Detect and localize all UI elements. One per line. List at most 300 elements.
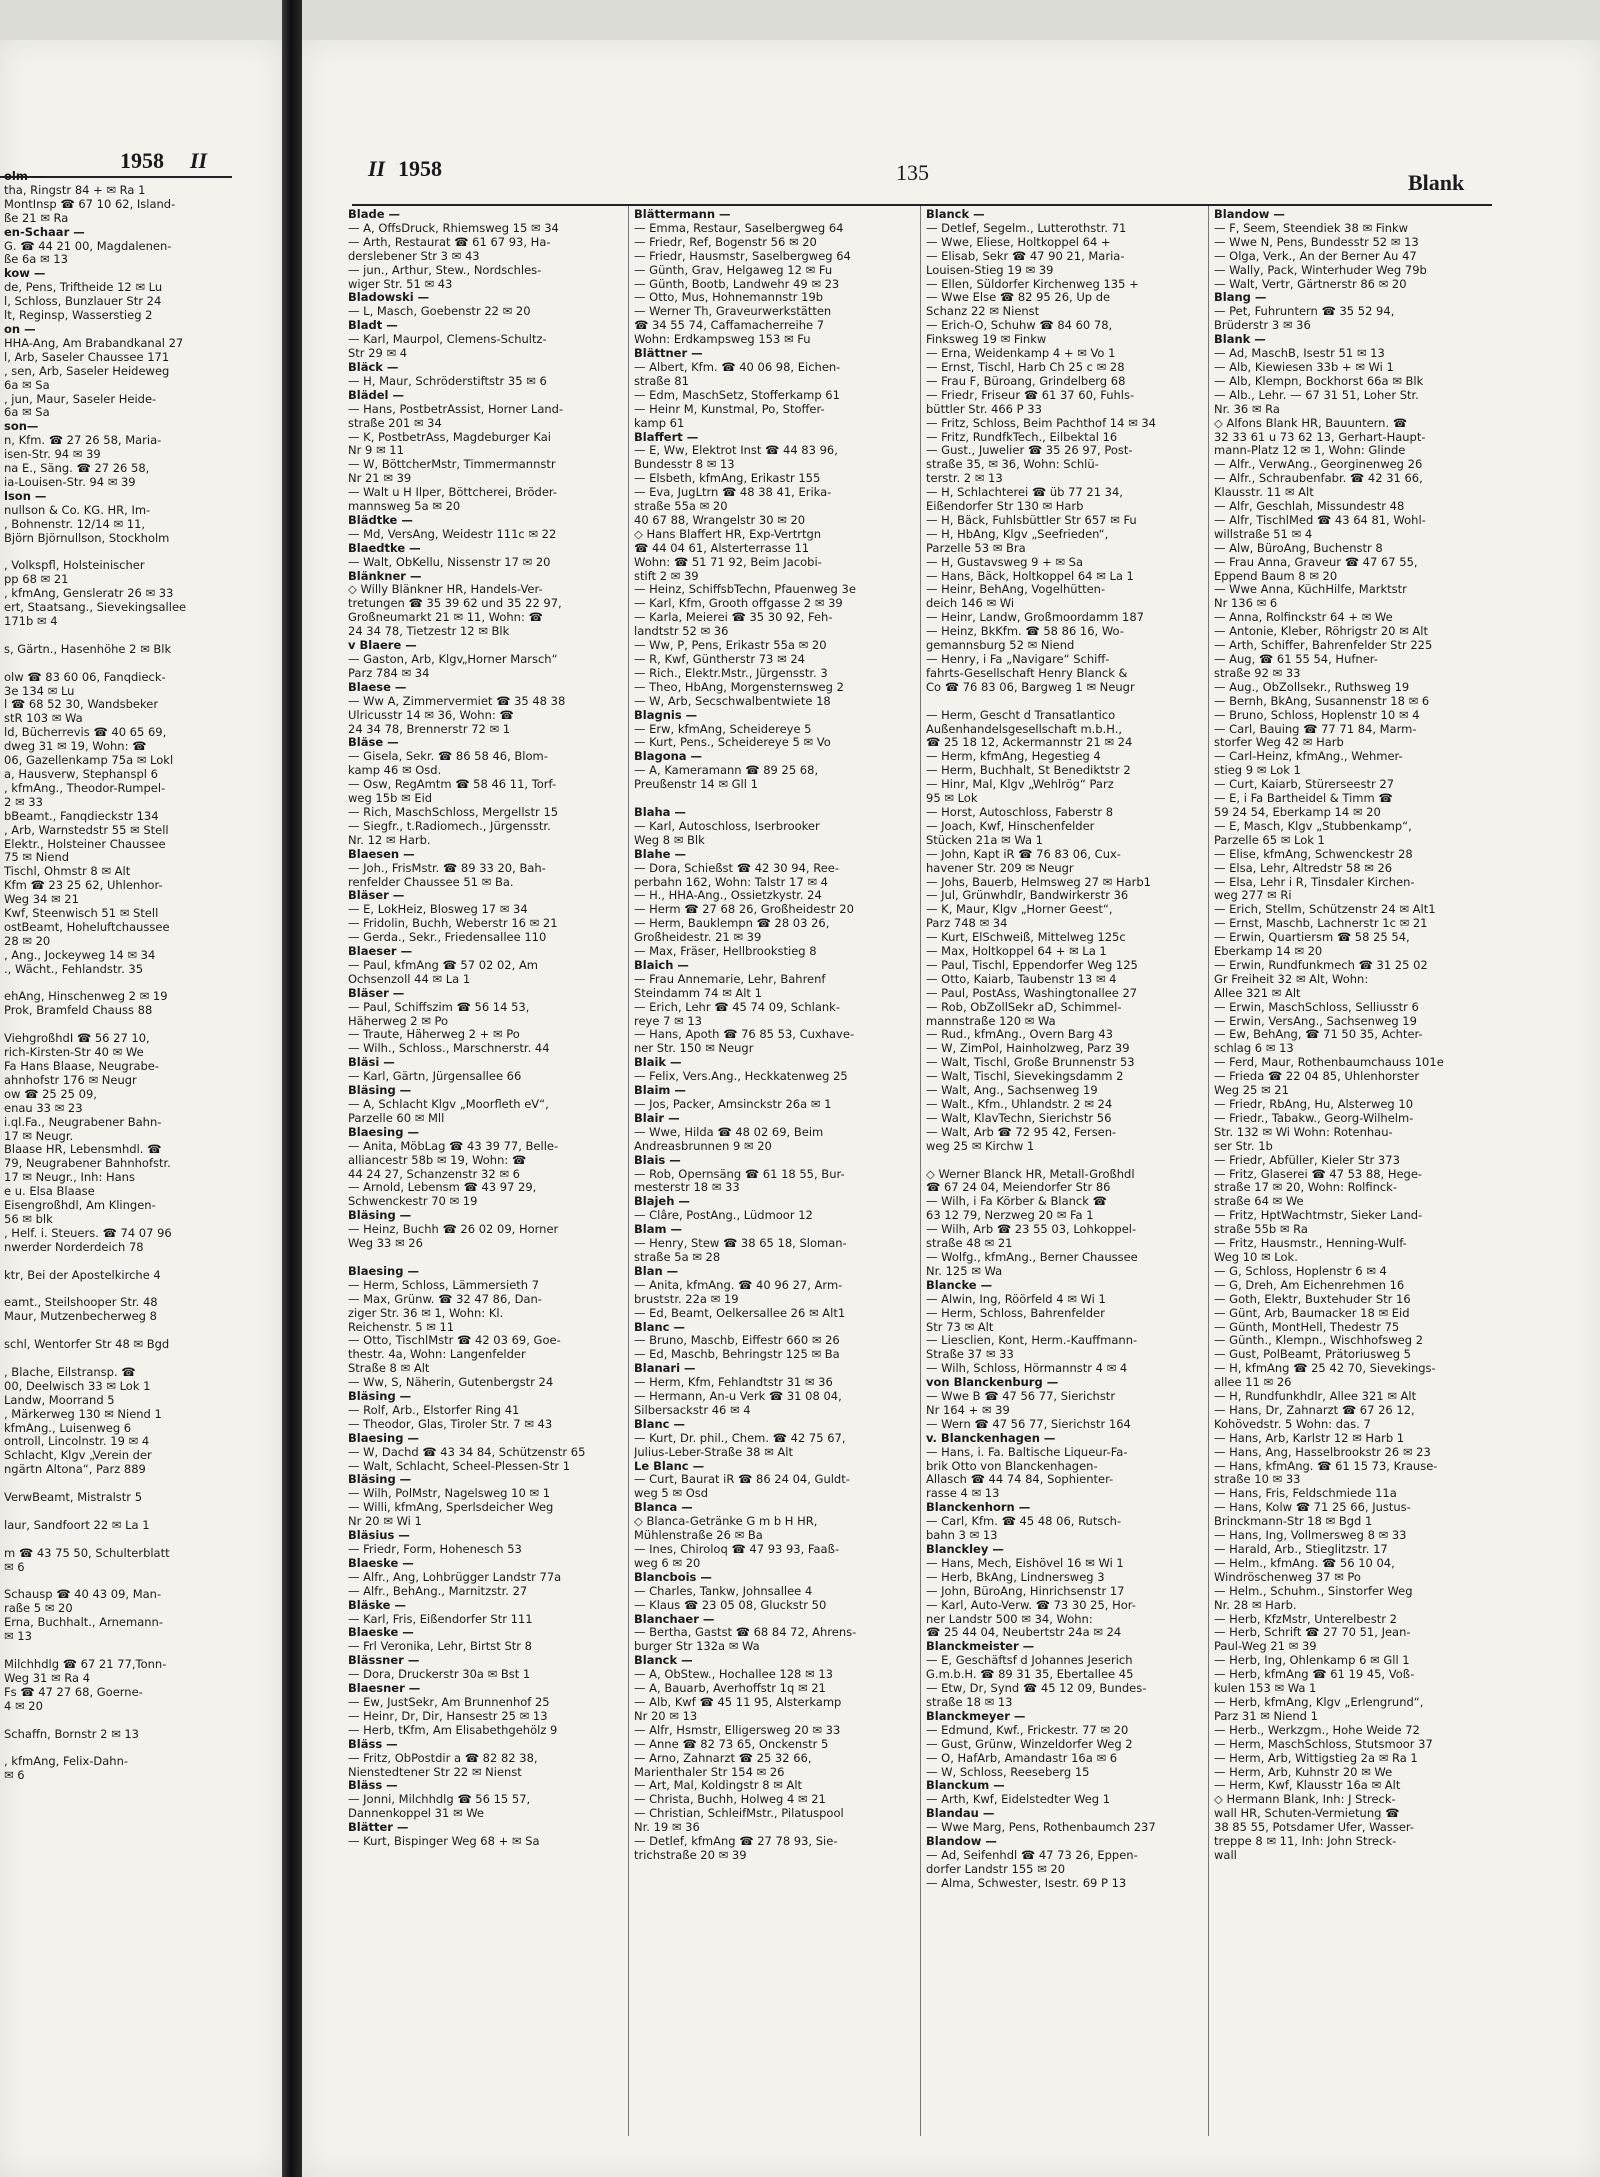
directory-entry: kulen 153 ✉ Wa 1 bbox=[1214, 1682, 1317, 1696]
directory-entry: — Goth, Elektr, Buxtehuder Str 16 bbox=[1214, 1292, 1411, 1306]
directory-entry: ☎ 25 44 04, Neubertstr 24a ✉ 24 bbox=[926, 1626, 1122, 1640]
directory-entry: — Gerda., Sekr., Friedensallee 110 bbox=[348, 931, 547, 945]
directory-entry: — Gust., Juwelier ☎ 35 26 97, Post- bbox=[926, 444, 1133, 458]
directory-entry: mannstraße 120 ✉ Wa bbox=[926, 1014, 1056, 1028]
directory-entry: — Fritz, HptWachtmstr, Sieker Land- bbox=[1214, 1209, 1423, 1223]
directory-entry: — Karla, Meierei ☎ 35 30 92, Feh- bbox=[634, 611, 833, 625]
directory-entry: straße 10 ✉ 33 bbox=[1214, 1473, 1301, 1487]
directory-entry: havener Str. 209 ✉ Neugr bbox=[926, 861, 1074, 875]
directory-entry: — Fritz, Glaserei ☎ 47 53 88, Hege- bbox=[1214, 1167, 1423, 1181]
directory-entry: — Kurt, Pens., Scheidereye 5 ✉ Vo bbox=[634, 736, 831, 750]
directory-entry: kamp 46 ✉ Osd. bbox=[348, 764, 442, 778]
directory-entry: — Max, Grünw. ☎ 32 47 86, Dan- bbox=[348, 1292, 542, 1306]
directory-entry: — Hans, Ang, Hasselbrookstr 26 ✉ 23 bbox=[1214, 1445, 1431, 1459]
directory-column-1 bbox=[348, 208, 618, 2143]
surname-heading: VerwBeamt, Mistralstr 5 bbox=[4, 1491, 143, 1505]
directory-entry: — Arth, Kwf, Eidelstedter Weg 1 bbox=[926, 1793, 1111, 1807]
directory-entry: — Frieda ☎ 22 04 85, Uhlenhorster bbox=[1214, 1070, 1420, 1084]
surname-heading: ◇ Hans Blaffert HR, Exp-Vertrtgn bbox=[634, 527, 822, 541]
directory-entry: — Albert, Kfm. ☎ 40 06 98, Eichen- bbox=[634, 360, 841, 374]
directory-entry: — Elisab, Sekr ☎ 47 90 21, Maria- bbox=[926, 249, 1125, 263]
surname-heading: Fs ☎ 47 27 68, Goerne- bbox=[4, 1685, 143, 1699]
surname-heading: Blair — bbox=[634, 1111, 680, 1125]
directory-entry: — Otto, Mus, Hohnemannstr 19b bbox=[634, 291, 824, 305]
surname-heading: Le Blanc — bbox=[634, 1459, 705, 1473]
directory-entry: — Horst, Autoschloss, Faberstr 8 bbox=[926, 805, 1114, 819]
directory-entry: — Ferd, Maur, Rothenbaumchauss 101e bbox=[1214, 1056, 1444, 1070]
surname-heading bbox=[4, 1477, 278, 1491]
directory-entry: — Osw, RegAmtm ☎ 58 46 11, Torf- bbox=[348, 778, 557, 792]
directory-entry: straße 48 ✉ 21 bbox=[926, 1237, 1013, 1251]
surname-heading: Blagona — bbox=[634, 750, 703, 764]
directory-entry: dorfer Landstr 155 ✉ 20 bbox=[926, 1862, 1066, 1876]
surname-heading: de, Pens, Triftheide 12 ✉ Lu bbox=[4, 281, 163, 295]
directory-entry: — Wwe, Hilda ☎ 48 02 69, Beim bbox=[634, 1125, 824, 1139]
directory-entry: — Wilh, Arb ☎ 23 55 03, Lohkoppel- bbox=[926, 1223, 1137, 1237]
surname-heading: Bläser — bbox=[348, 889, 405, 903]
left-header-volume: II bbox=[190, 148, 208, 173]
surname-heading: Blanckenhorn — bbox=[926, 1501, 1031, 1515]
surname-heading: ✉ 13 bbox=[4, 1630, 32, 1644]
directory-entry: bahn 3 ✉ 13 bbox=[926, 1529, 998, 1543]
directory-entry: landtstr 52 ✉ 36 bbox=[634, 625, 729, 639]
directory-entry: Bundesstr 8 ✉ 13 bbox=[634, 458, 735, 472]
directory-entry: — Helm., kfmAng. ☎ 56 10 04, bbox=[1214, 1556, 1395, 1570]
directory-entry: — Ines, Chiroloq ☎ 47 93 93, Faaß- bbox=[634, 1543, 840, 1556]
directory-entry: Parzelle 60 ✉ Mll bbox=[348, 1111, 445, 1125]
directory-entry: — Erich-O, Schuhw ☎ 84 60 78, bbox=[926, 319, 1113, 333]
surname-heading: Blajeh — bbox=[634, 1195, 690, 1209]
directory-entry: — H, Maur, Schröderstiftstr 35 ✉ 6 bbox=[348, 374, 547, 388]
directory-entry: — Walt, Tischl, Große Brunnenstr 53 bbox=[926, 1056, 1135, 1070]
directory-entry: — Günt, Arb, Baumacker 18 ✉ Eid bbox=[1214, 1306, 1410, 1320]
directory-entry: — Heinz, BkKfm. ☎ 58 86 16, Wo- bbox=[926, 625, 1124, 639]
directory-entry: 44 24 27, Schanzenstr 32 ✉ 6 bbox=[348, 1167, 520, 1181]
column-divider bbox=[1208, 206, 1209, 2136]
directory-entry: — H, Schlachterei ☎ üb 77 21 34, bbox=[926, 486, 1123, 500]
surname-heading: ◇ Werner Blanck HR, Metall-Großhdl bbox=[926, 1167, 1135, 1181]
directory-entry: — Rob, Opernsäng ☎ 61 18 55, Bur- bbox=[634, 1167, 845, 1181]
directory-entry: — Alfr, Hsmstr, Elligersweg 20 ✉ 33 bbox=[634, 1723, 841, 1737]
surname-heading bbox=[348, 1251, 618, 1265]
surname-heading: nullson & Co. KG. HR, Im- bbox=[4, 503, 151, 517]
directory-entry: — Wwe B ☎ 47 56 77, Sierichstr bbox=[926, 1390, 1116, 1404]
surname-heading bbox=[4, 1644, 278, 1658]
directory-entry: — Ew, BehAng, ☎ 71 50 35, Achter- bbox=[1214, 1028, 1423, 1042]
surname-heading: ◇ Willy Blänkner HR, Handels-Ver- bbox=[348, 583, 543, 597]
surname-heading: , kfmAng, Gensleratr 26 ✉ 33 bbox=[4, 587, 174, 601]
surname-heading: Blässner — bbox=[348, 1654, 420, 1668]
directory-entry: — Fritz, Schloss, Beim Pachthof 14 ✉ 34 bbox=[926, 416, 1156, 430]
directory-entry: — Pet, Fuhruntern ☎ 35 52 94, bbox=[1214, 305, 1395, 319]
surname-heading: Blanckmeyer — bbox=[926, 1709, 1026, 1723]
directory-entry: Außenhandelsgesellschaft m.b.H., bbox=[926, 722, 1123, 736]
surname-heading: l ☎ 68 52 30, Wandsbeker bbox=[4, 698, 159, 712]
directory-entry: — W, BöttcherMstr, Timmermannstr bbox=[348, 458, 556, 472]
surname-heading bbox=[4, 1714, 278, 1728]
directory-entry: — Günth., Klempn., Wischhofsweg 2 bbox=[1214, 1334, 1424, 1348]
directory-entry: — Alw, BüroAng, Buchenstr 8 bbox=[1214, 541, 1383, 555]
directory-entry: — Aug., ObZollsekr., Ruthsweg 19 bbox=[1214, 680, 1410, 694]
directory-entry: — Bernh, BkAng, Susannenstr 18 ✉ 6 bbox=[1214, 694, 1430, 708]
surname-heading: lt, Reginsp, Wasserstieg 2 bbox=[4, 309, 153, 323]
right-header-year: 1958 bbox=[398, 156, 442, 181]
directory-entry: Dannenkoppel 31 ✉ We bbox=[348, 1807, 485, 1821]
directory-entry: — Ww, P, Pens, Erikastr 55a ✉ 20 bbox=[634, 639, 827, 653]
directory-entry: — Werner Th, Graveurwerkstätten bbox=[634, 305, 832, 319]
surname-heading bbox=[4, 1533, 278, 1547]
surname-heading: Bläse — bbox=[348, 736, 399, 750]
directory-entry: — Walt., Kfm., Uhlandstr. 2 ✉ 24 bbox=[926, 1098, 1113, 1111]
surname-heading: Schaffn, Bornstr 2 ✉ 13 bbox=[4, 1727, 140, 1741]
directory-entry: — Friedr, Form, Hohenesch 53 bbox=[348, 1543, 522, 1556]
directory-entry: Stücken 21a ✉ Wa 1 bbox=[926, 833, 1043, 847]
surname-heading: G. ☎ 44 21 00, Magdalenen- bbox=[4, 239, 172, 253]
surname-heading: l, Schloss, Bunzlauer Str 24 bbox=[4, 295, 162, 309]
directory-entry: — Kurt, Bispinger Weg 68 + ✉ Sa bbox=[348, 1835, 540, 1849]
directory-entry: — H, Rundfunkhdlr, Allee 321 ✉ Alt bbox=[1214, 1390, 1417, 1404]
surname-heading: Schlacht, Klgv „Verein der bbox=[4, 1449, 152, 1463]
surname-heading: Blaesing — bbox=[348, 1125, 419, 1139]
directory-entry: — Walt, Schlacht, Scheel-Plessen-Str 1 bbox=[348, 1459, 571, 1473]
directory-entry: — Dora, Druckerstr 30a ✉ Bst 1 bbox=[348, 1668, 531, 1682]
directory-entry: — R, Kwf, Güntherstr 73 ✉ 24 bbox=[634, 653, 805, 666]
directory-entry: brik Otto von Blanckenhagen- bbox=[926, 1459, 1098, 1473]
directory-entry: — Charles, Tankw, Johnsallee 4 bbox=[634, 1584, 813, 1598]
directory-entry: — Alb, Kiewiesen 33b + ✉ Wi 1 bbox=[1214, 360, 1394, 374]
directory-entry: Kohövedstr. 5 Wohn: das. 7 bbox=[1214, 1417, 1371, 1431]
directory-entry: Parz 784 ✉ 34 bbox=[348, 666, 430, 680]
surname-heading: Schausp ☎ 40 43 09, Man- bbox=[4, 1588, 162, 1602]
directory-entry: — G, Dreh, Am Eichenrehmen 16 bbox=[1214, 1278, 1405, 1292]
surname-heading: bBeamt., Fanqdieckstr 134 bbox=[4, 809, 159, 823]
surname-heading: Blaim — bbox=[634, 1084, 686, 1098]
directory-entry: mannsweg 5a ✉ 20 bbox=[348, 500, 461, 514]
directory-entry: — Max, Holtkoppel 64 + ✉ La 1 bbox=[926, 945, 1107, 959]
surname-heading: Blättermann — bbox=[634, 208, 731, 221]
surname-heading: ahnhofstr 176 ✉ Neugr bbox=[4, 1073, 137, 1087]
directory-entry: — Henry, Stew ☎ 38 65 18, Sloman- bbox=[634, 1237, 847, 1251]
surname-heading: 00, Deelwisch 33 ✉ Lok 1 bbox=[4, 1379, 151, 1393]
directory-entry: — Theo, HbAng, Morgensternsweg 2 bbox=[634, 680, 844, 694]
directory-entry: — Theodor, Glas, Tiroler Str. 7 ✉ 43 bbox=[348, 1417, 553, 1431]
directory-entry: — Alfr., VerwAng., Georginenweg 26 bbox=[1214, 458, 1423, 472]
surname-heading: e u. Elsa Blaase bbox=[4, 1185, 95, 1199]
directory-entry: — Gust, Grünw, Winzeldorfer Weg 2 bbox=[926, 1737, 1133, 1751]
directory-entry: — Hermann, An-u Verk ☎ 31 08 04, bbox=[634, 1390, 842, 1404]
directory-entry: Straße 37 ✉ 33 bbox=[926, 1348, 1014, 1362]
surname-heading: 6a ✉ Sa bbox=[4, 406, 50, 420]
directory-entry: — Friedr, Abfüller, Kieler Str 373 bbox=[1214, 1153, 1400, 1167]
surname-heading bbox=[4, 1324, 278, 1338]
surname-heading: na E., Säng. ☎ 27 26 58, bbox=[4, 462, 150, 476]
surname-heading: olm — bbox=[4, 170, 44, 183]
surname-heading bbox=[4, 629, 278, 643]
book-gutter bbox=[282, 0, 302, 2177]
surname-heading: isen-Str. 94 ✉ 39 bbox=[4, 448, 101, 462]
directory-entry: straße 201 ✉ 34 bbox=[348, 416, 442, 430]
directory-entry: — Erw, kfmAng, Scheidereye 5 bbox=[634, 722, 812, 736]
directory-entry: Großheidestr. 21 ✉ 39 bbox=[634, 931, 762, 945]
surname-heading: i.ql.Fa., Neugrabener Bahn- bbox=[4, 1115, 162, 1129]
directory-entry: ☎ 34 55 74, Caffamacherreihe 7 bbox=[634, 319, 825, 333]
surname-heading: Blaha — bbox=[634, 805, 686, 819]
surname-heading: ehAng, Hinschenweg 2 ✉ 19 bbox=[4, 990, 168, 1004]
directory-entry: — Alma, Schwester, Isestr. 69 P 13 bbox=[926, 1876, 1127, 1890]
surname-heading: ert, Staatsang., Sievekingsallee bbox=[4, 601, 187, 615]
surname-heading: Blaffert — bbox=[634, 430, 699, 444]
directory-entry: — Edm, MaschSetz, Stofferkamp 61 bbox=[634, 388, 840, 402]
directory-entry: willstraße 51 ✉ 4 bbox=[1214, 527, 1313, 541]
directory-entry: — Paul, PostAss, Washingtonallee 27 bbox=[926, 986, 1138, 1000]
directory-entry: — Frau Anna, Graveur ☎ 47 67 55, bbox=[1214, 555, 1418, 569]
surname-heading: kfmAng., Luisenweg 6 bbox=[4, 1421, 132, 1435]
directory-entry: — E, LokHeiz, Blosweg 17 ✉ 34 bbox=[348, 903, 528, 917]
directory-entry: — Hans, PostbetrAssist, Horner Land- bbox=[348, 402, 564, 416]
surname-heading: , Blache, Eilstransp. ☎ bbox=[4, 1365, 136, 1379]
surname-heading bbox=[926, 695, 1196, 709]
column-divider bbox=[920, 206, 921, 2136]
surname-heading: laur, Sandfoort 22 ✉ La 1 bbox=[4, 1518, 150, 1532]
directory-entry: ☎ 25 18 12, Ackermannstr 21 ✉ 24 bbox=[926, 736, 1133, 750]
directory-entry: — Etw, Dr, Synd ☎ 45 12 09, Bundes- bbox=[926, 1682, 1147, 1696]
directory-entry: weg 15b ✉ Eid bbox=[348, 792, 433, 806]
directory-entry: — Wwe, Eliese, Holtkoppel 64 + bbox=[926, 235, 1111, 249]
surname-heading: Bläsius — bbox=[348, 1529, 410, 1543]
directory-entry: — Bruno, Schloss, Hoplenstr 10 ✉ 4 bbox=[1214, 708, 1420, 722]
surname-heading: raße 5 ✉ 20 bbox=[4, 1602, 73, 1616]
directory-entry: mesterstr 18 ✉ 33 bbox=[634, 1181, 740, 1195]
directory-entry: — E, Masch, Klgv „Stubbenkamp“, bbox=[1214, 819, 1412, 833]
directory-entry: storfer Weg 42 ✉ Harb bbox=[1214, 736, 1344, 750]
surname-heading: 17 ✉ Neugr. bbox=[4, 1129, 74, 1143]
directory-entry: Eberkamp 14 ✉ 20 bbox=[1214, 945, 1323, 959]
directory-entry: — Felix, Vers.Ang., Heckkatenweg 25 bbox=[634, 1070, 848, 1084]
directory-entry: — Herb, tKfm, Am Elisabethgehölz 9 bbox=[348, 1723, 558, 1737]
surname-heading: 28 ✉ 20 bbox=[4, 934, 51, 948]
directory-entry: Mühlenstraße 26 ✉ Ba bbox=[634, 1529, 763, 1543]
directory-entry: — Hans, kfmAng. ☎ 61 15 73, Krause- bbox=[1214, 1459, 1438, 1473]
directory-entry: — Ww A, Zimmervermiet ☎ 35 48 38 bbox=[348, 694, 566, 708]
directory-entry: straße 35, ✉ 36, Wohn: Schlü- bbox=[926, 458, 1099, 472]
directory-entry: Windröschenweg 37 ✉ Po bbox=[1214, 1570, 1361, 1584]
surname-heading: Milchhdlg ☎ 67 21 77,Tonn- bbox=[4, 1657, 167, 1671]
directory-entry: — Elsa, Lehr, Altredstr 58 ✉ 26 bbox=[1214, 861, 1393, 875]
directory-entry: — H., HHA-Ang., Ossietzkystr. 24 bbox=[634, 889, 822, 903]
surname-heading: Blaesing — bbox=[348, 1431, 419, 1445]
surname-heading: tha, Ringstr 84 + ✉ Ra 1 bbox=[4, 183, 146, 197]
directory-entry: — Detlef, kfmAng ☎ 27 78 93, Sie- bbox=[634, 1835, 838, 1849]
directory-entry: — O, HafArb, Amandastr 16a ✉ 6 bbox=[926, 1751, 1118, 1765]
directory-entry: — Günth, MontHell, Thedestr 75 bbox=[1214, 1320, 1400, 1334]
surname-heading: , jun, Maur, Saseler Heide- bbox=[4, 392, 157, 406]
directory-entry: — Erna, Weidenkamp 4 + ✉ Vo 1 bbox=[926, 347, 1116, 361]
directory-entry: — K, Maur, Klgv „Horner Geest“, bbox=[926, 903, 1113, 917]
surname-heading: , Arb, Warnstedstr 55 ✉ Stell bbox=[4, 823, 169, 837]
directory-entry: — Erwin, Rundfunkmech ☎ 31 25 02 bbox=[1214, 958, 1428, 972]
surname-heading: 17 ✉ Neugr., Inh: Hans bbox=[4, 1171, 135, 1185]
directory-entry: — Ww, S, Näherin, Gutenbergstr 24 bbox=[348, 1376, 554, 1390]
directory-entry: — Ed, Beamt, Oelkersallee 26 ✉ Alt1 bbox=[634, 1306, 846, 1320]
directory-entry: — Detlef, Segelm., Lutterothstr. 71 bbox=[926, 221, 1127, 235]
directory-entry: — Hans, Bäck, Holtkoppel 64 ✉ La 1 bbox=[926, 569, 1134, 583]
surname-heading: Bläsing — bbox=[348, 1473, 412, 1487]
surname-heading: , Bohnenstr. 12/14 ✉ 11, bbox=[4, 517, 146, 531]
directory-entry: — Curt, Baurat iR ☎ 86 24 04, Guldt- bbox=[634, 1473, 850, 1487]
directory-entry: straße 64 ✉ We bbox=[1214, 1195, 1304, 1209]
surname-heading: rich-Kirsten-Str 40 ✉ We bbox=[4, 1046, 144, 1060]
directory-entry: — Walt u H Ilper, Böttcherei, Bröder- bbox=[348, 486, 558, 500]
directory-entry: fahrts-Gesellschaft Henry Blanck & bbox=[926, 666, 1128, 680]
directory-entry: — Rich, MaschSchloss, Mergellstr 15 bbox=[348, 805, 559, 819]
surname-heading: Eisengroßhdl, Am Klingen- bbox=[4, 1199, 156, 1213]
surname-heading bbox=[4, 1283, 278, 1297]
directory-entry: — Siegfr., t.Radiomech., Jürgensstr. bbox=[348, 819, 551, 833]
running-head: Blank bbox=[1408, 170, 1465, 195]
surname-heading: Blancbois — bbox=[634, 1570, 712, 1584]
directory-entry: Parz 31 ✉ Niend 1 bbox=[1214, 1709, 1318, 1723]
directory-entry: — Anne ☎ 82 73 65, Onckenstr 5 bbox=[634, 1737, 829, 1751]
surname-heading: Bläsing — bbox=[348, 1084, 412, 1098]
directory-entry: Weg 10 ✉ Lok. bbox=[1214, 1250, 1298, 1264]
directory-entry: — Hans, Kolw ☎ 71 25 66, Justus- bbox=[1214, 1501, 1411, 1515]
directory-entry: — E, Ww, Elektrot Inst ☎ 44 83 96, bbox=[634, 444, 838, 458]
directory-entry: — Arno, Zahnarzt ☎ 25 32 66, bbox=[634, 1751, 812, 1765]
directory-entry: — Carl, Kfm. ☎ 45 48 06, Rutsch- bbox=[926, 1515, 1122, 1529]
directory-entry: Finksweg 19 ✉ Finkw bbox=[926, 333, 1047, 347]
directory-entry: — W, Schloss, Reeseberg 15 bbox=[926, 1765, 1090, 1779]
directory-entry: — Ew, JustSekr, Am Brunnenhof 25 bbox=[348, 1695, 550, 1709]
directory-column-4 bbox=[1214, 208, 1484, 2143]
directory-entry: — Herm, Bauklempn ☎ 28 03 26, bbox=[634, 917, 830, 931]
surname-heading: ße 21 ✉ Ra bbox=[4, 211, 69, 225]
surname-heading: HHA-Ang, Am Brabandkanal 27 bbox=[4, 336, 184, 350]
directory-entry: — Karl, Gärtn, Jürgensallee 66 bbox=[348, 1070, 522, 1084]
surname-heading: Blaik — bbox=[634, 1056, 682, 1070]
directory-entry: weg 25 ✉ Kirchw 1 bbox=[926, 1139, 1035, 1153]
directory-entry: — Karl, Kfm, Grooth offgasse 2 ✉ 39 bbox=[634, 597, 843, 611]
directory-entry: — Gust, PolBeamt, Prätoriusweg 5 bbox=[1214, 1348, 1411, 1362]
directory-entry: Nr 9 ✉ 11 bbox=[348, 444, 404, 458]
directory-entry: — Günth, Grav, Helgaweg 12 ✉ Fu bbox=[634, 263, 833, 277]
directory-entry: mann-Platz 12 ✉ 1, Wohn: Glinde bbox=[1214, 444, 1406, 458]
surname-heading: Blänkner — bbox=[348, 569, 422, 583]
surname-heading: v. Blanckenhagen — bbox=[926, 1431, 1056, 1445]
right-header-volume: II bbox=[368, 156, 386, 181]
directory-entry: Louisen-Stieg 19 ✉ 39 bbox=[926, 263, 1054, 277]
directory-entry: — Hans, i. Fa. Baltische Liqueur-Fa- bbox=[926, 1445, 1128, 1459]
directory-entry: — Walt, KlavTechn, Sierichstr 56 bbox=[926, 1111, 1112, 1125]
directory-entry: — A, ObStew., Hochallee 128 ✉ 13 bbox=[634, 1668, 833, 1682]
directory-entry: 40 67 88, Wrangelstr 30 ✉ 20 bbox=[634, 513, 806, 527]
surname-heading: 79, Neugrabener Bahnhofstr. bbox=[4, 1157, 171, 1171]
directory-entry: — L, Masch, Goebenstr 22 ✉ 20 bbox=[348, 305, 531, 319]
directory-entry: — Heinr, Dr, Dir, Hansestr 25 ✉ 13 bbox=[348, 1709, 548, 1723]
directory-entry: — Walt, Ang., Sachsenweg 19 bbox=[926, 1084, 1098, 1098]
surname-heading: Bläck — bbox=[348, 360, 399, 374]
surname-heading: a, Hausverw, Stephanspl 6 bbox=[4, 767, 158, 781]
directory-entry: — Heinr M, Kunstmal, Po, Stoffer- bbox=[634, 402, 825, 416]
surname-heading: , Märkerweg 130 ✉ Niend 1 bbox=[4, 1407, 162, 1421]
directory-entry: — Carl-Heinz, kfmAng., Wehmer- bbox=[1214, 750, 1403, 764]
directory-entry: Schwenckestr 70 ✉ 19 bbox=[348, 1195, 478, 1209]
surname-heading: Maur, Mutzenbecherweg 8 bbox=[4, 1310, 157, 1324]
directory-entry: Weg 33 ✉ 26 bbox=[348, 1237, 423, 1251]
right-header-rule bbox=[352, 204, 1492, 206]
directory-entry: Allee 321 ✉ Alt bbox=[1214, 986, 1301, 1000]
directory-entry: Nr. 19 ✉ 36 bbox=[634, 1821, 700, 1835]
directory-entry: — F, Seem, Steendiek 38 ✉ Finkw bbox=[1214, 221, 1409, 235]
surname-heading bbox=[634, 792, 904, 806]
directory-entry: — Alb, Klempn, Bockhorst 66a ✉ Blk bbox=[1214, 374, 1424, 388]
directory-entry: Nienstedtener Str 22 ✉ Nienst bbox=[348, 1765, 522, 1779]
surname-heading: Blädtke — bbox=[348, 513, 413, 527]
directory-entry: — jun., Arthur, Stew., Nordschles- bbox=[348, 263, 542, 277]
directory-entry: Silbersackstr 46 ✉ 4 bbox=[634, 1403, 751, 1417]
directory-entry: — Arnold, Lebensm ☎ 43 97 29, bbox=[348, 1181, 537, 1195]
surname-heading: Blan — bbox=[634, 1264, 679, 1278]
surname-heading: ., Wächt., Fehlandstr. 35 bbox=[4, 962, 144, 976]
directory-entry: — Anita, kfmAng. ☎ 40 96 27, Arm- bbox=[634, 1278, 843, 1292]
surname-heading: Blädel — bbox=[348, 388, 404, 402]
directory-entry: — Hans, Apoth ☎ 76 85 53, Cuxhave- bbox=[634, 1028, 855, 1042]
directory-entry: — Wally, Pack, Winterhuder Weg 79b bbox=[1214, 263, 1427, 277]
directory-entry: — Md, VersAng, Weidestr 111c ✉ 22 bbox=[348, 527, 557, 541]
directory-entry: — Ad, MaschB, Isestr 51 ✉ 13 bbox=[1214, 347, 1385, 361]
surname-heading: eamt., Steilshooper Str. 48 bbox=[4, 1296, 158, 1310]
directory-entry: — Paul, kfmAng ☎ 57 02 02, Am bbox=[348, 958, 539, 972]
directory-entry: — A, Kameramann ☎ 89 25 68, bbox=[634, 764, 819, 778]
surname-heading: Blam — bbox=[634, 1223, 682, 1237]
directory-entry: — Alfr., Ang, Lohbrügger Landstr 77a bbox=[348, 1570, 562, 1584]
directory-entry: — Wwe Marg, Pens, Rothenbaumch 237 bbox=[926, 1821, 1156, 1835]
surname-heading: Bläss — bbox=[348, 1779, 398, 1793]
directory-entry: gemannsburg 52 ✉ Niend bbox=[926, 639, 1075, 653]
directory-entry: — Hans, Fris, Feldschmiede 11a bbox=[1214, 1487, 1397, 1501]
surname-heading: 6a ✉ Sa bbox=[4, 378, 50, 392]
directory-entry: — Günth, Bootb, Landwehr 49 ✉ 23 bbox=[634, 277, 840, 291]
directory-entry: — Clâre, PostAng., Lüdmoor 12 bbox=[634, 1209, 813, 1223]
surname-heading: Weg 34 ✉ 21 bbox=[4, 893, 79, 907]
surname-heading: Blandau — bbox=[926, 1807, 995, 1821]
directory-entry: — Herb., Werkzgm., Hohe Weide 72 bbox=[1214, 1723, 1420, 1737]
surname-heading: Blanck — bbox=[634, 1654, 693, 1668]
directory-entry: treppe 8 ✉ 11, Inh: John Streck- bbox=[1214, 1835, 1397, 1849]
directory-entry: Nr. 36 ✉ Ra bbox=[1214, 402, 1280, 416]
directory-entry: — Arth, Schiffer, Bahrenfelder Str 225 bbox=[1214, 639, 1433, 653]
directory-entry: — W, ZimPol, Hainholzweg, Parz 39 bbox=[926, 1042, 1130, 1056]
directory-entry: — Erwin, VersAng., Sachsenweg 19 bbox=[1214, 1014, 1417, 1028]
directory-entry: wall HR, Schuten-Vermietung ☎ bbox=[1214, 1807, 1400, 1821]
directory-entry: — Heinr, Landw, Großmoordamm 187 bbox=[926, 611, 1144, 625]
directory-entry: — E, Geschäftsf d Johannes Jeserich bbox=[926, 1654, 1133, 1668]
directory-entry: — Walt, ObKellu, Nissenstr 17 ✉ 20 bbox=[348, 555, 551, 569]
directory-entry: Brinckmann-Str 18 ✉ Bgd 1 bbox=[1214, 1515, 1373, 1529]
surname-heading: Blahe — bbox=[634, 847, 686, 861]
surname-heading: Blaeske — bbox=[348, 1556, 414, 1570]
directory-entry: Eppend Baum 8 ✉ 20 bbox=[1214, 569, 1338, 583]
directory-entry: — Alb., Lehr. — 67 31 51, Loher Str. bbox=[1214, 388, 1419, 402]
directory-entry: tretungen ☎ 35 39 62 und 35 22 97, bbox=[348, 597, 562, 611]
directory-entry: Co ☎ 76 83 06, Bargweg 1 ✉ Neugr bbox=[926, 680, 1135, 694]
directory-entry: Marienthaler Str 154 ✉ 26 bbox=[634, 1765, 785, 1779]
directory-entry: — Hans, Dr, Zahnarzt ☎ 67 26 12, bbox=[1214, 1403, 1415, 1417]
directory-entry: stieg 9 ✉ Lok 1 bbox=[1214, 764, 1301, 778]
directory-entry: Preußenstr 14 ✉ Gll 1 bbox=[634, 778, 758, 792]
directory-entry: Parz 748 ✉ 34 bbox=[926, 917, 1008, 931]
surname-heading: v Blaere — bbox=[348, 639, 417, 653]
surname-heading: ◇ Alfons Blank HR, Bauuntern. ☎ bbox=[1214, 416, 1408, 430]
